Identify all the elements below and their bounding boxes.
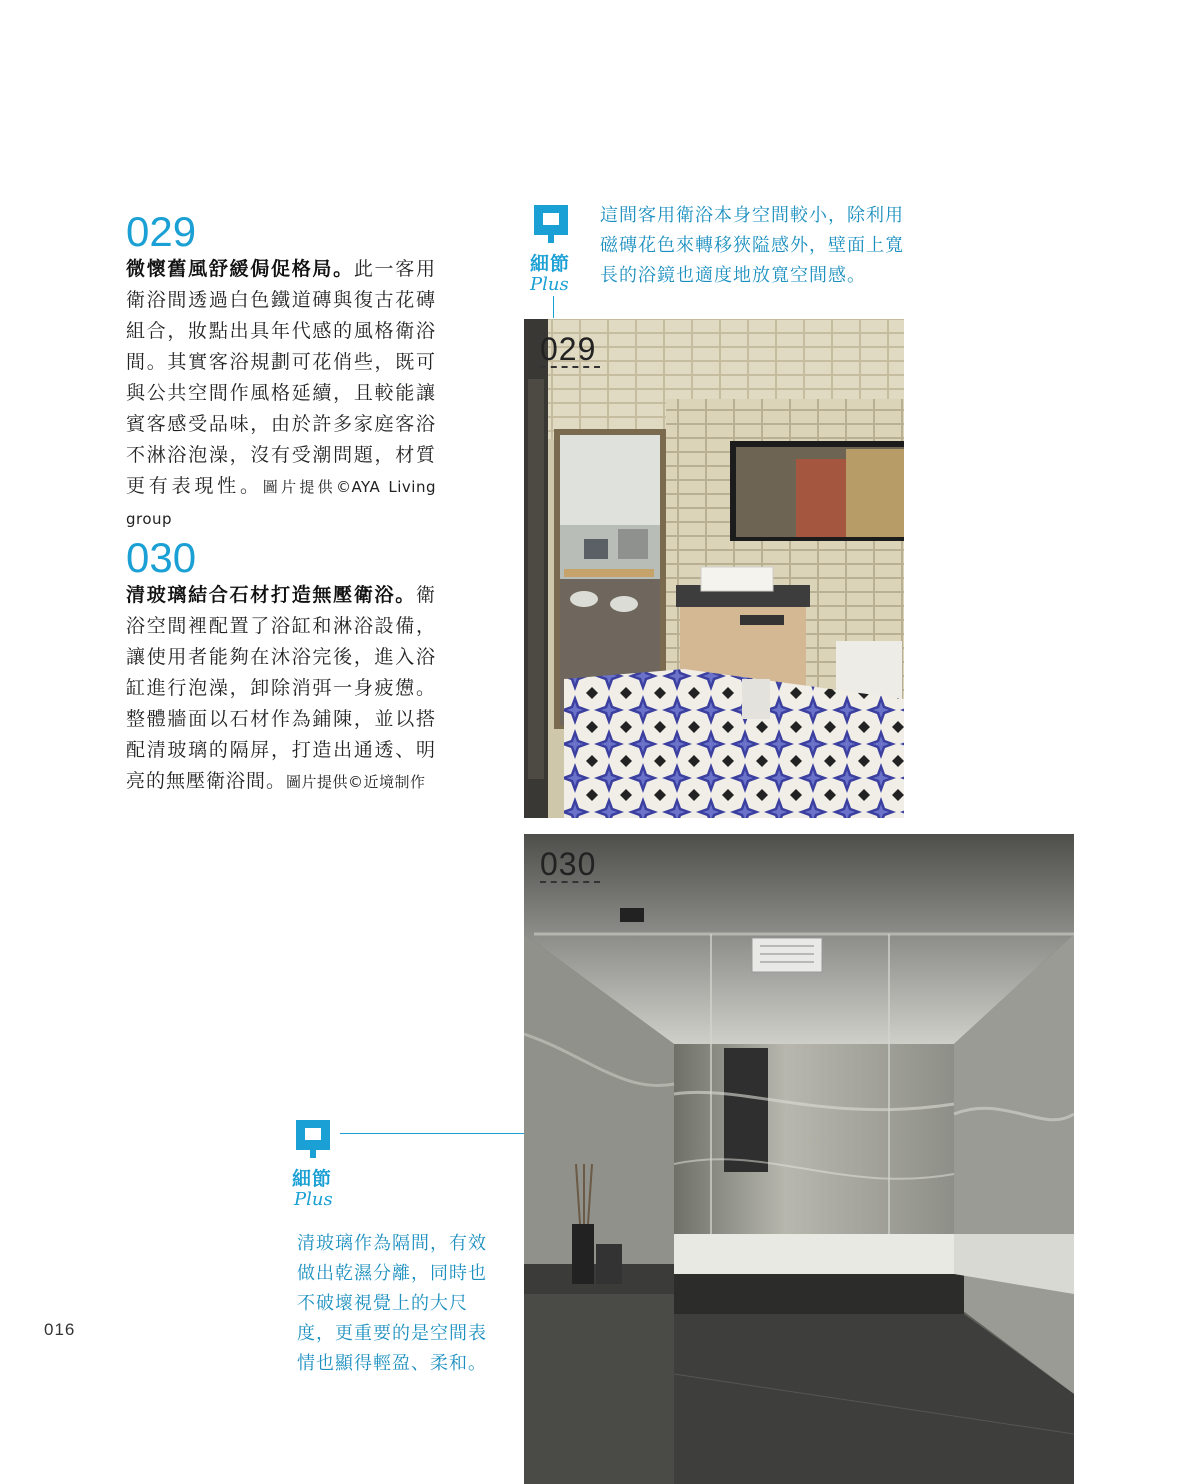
photo-label [540,331,600,368]
connector-line [553,296,554,318]
detail-plus-badge [530,205,574,295]
detail-plus-word: Plus [530,274,569,295]
photo-number: 030 [540,846,597,882]
photo-number: 029 [540,331,597,367]
detail-plus-icon [296,1120,330,1150]
entry-body: 此一客用衛浴間透過白色鐵道磚與復古花磚組合，妝點出具年代感的風格衛浴間。其實客浴規劃可花俏些，既可與公共空間作風格延續，且較能讓賓客感受品味，由於許多家庭客浴不淋浴泡澡，沒有受潮問題，材質更有表現性。 [126,258,436,497]
entry-029 [126,210,436,535]
entry-title: 清玻璃結合石材打造無壓衛浴。 [126,584,416,606]
bathroom-photo-029 [524,319,904,818]
photo-030 [524,834,1074,1484]
photo-credit: 圖片提供©AYA Living group [126,478,436,528]
entry-text [126,580,436,798]
bathroom-photo-030 [524,834,1074,1484]
detail-plus-icon [534,205,568,235]
entry-number: 029 [126,208,197,255]
entry-number: 030 [126,534,197,581]
detail-plus-badge [292,1120,336,1210]
entry-030 [126,536,436,798]
photo-029 [524,319,904,818]
detail-title: 細節 [530,253,571,275]
entry-text [126,254,436,535]
page-number: 016 [44,1320,76,1339]
connector-line [340,1133,524,1134]
detail-note: 清玻璃作為隔間，有效做出乾濕分離，同時也不破壞視覺上的大尺度，更重要的是空間表情也顯得輕盈、柔和。 [297,1233,487,1374]
detail-note: 這間客用衛浴本身空間較小，除利用磁磚花色來轉移狹隘感外，壁面上寬長的浴鏡也適度地放寬空間感。 [600,205,904,286]
entry-title: 微懷舊風舒緩侷促格局。 [126,258,354,280]
detail-plus-word: Plus [294,1189,333,1210]
entry-body: 衛浴空間裡配置了浴缸和淋浴設備，讓使用者能夠在沐浴完後，進入浴缸進行泡澡，卸除消弭一身疲憊。整體牆面以石材作為鋪陳，並以搭配清玻璃的隔屏，打造出通透、明亮的無壓衛浴間。 [126,584,436,792]
detail-title: 細節 [292,1168,333,1190]
photo-label [540,846,600,883]
photo-credit: 圖片提供©近境制作 [286,773,426,791]
